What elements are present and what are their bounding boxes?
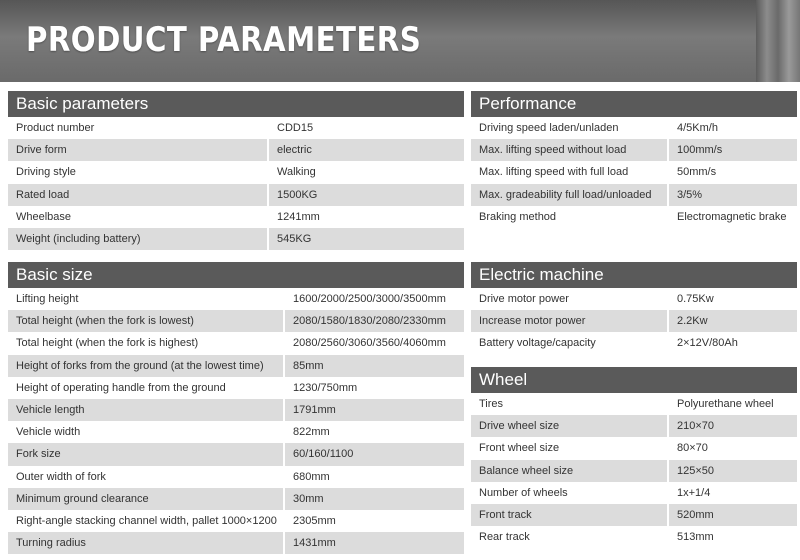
parameter-value: 680mm (285, 466, 464, 488)
parameter-value: 2080/2560/3060/3560/4060mm (285, 332, 464, 354)
table-row (8, 139, 464, 161)
parameter-name: Braking method (471, 206, 669, 228)
table-row (471, 184, 797, 206)
parameter-name: Total height (when the fork is highest) (8, 332, 285, 354)
table-row (8, 466, 464, 488)
parameter-name: Right-angle stacking channel width, pallet 1000×1200 (8, 510, 285, 532)
parameter-value: 85mm (285, 355, 464, 377)
parameter-value: 100mm/s (669, 139, 797, 161)
parameter-name: Outer width of fork (8, 466, 285, 488)
parameter-value: electric (269, 139, 464, 161)
parameter-name: Max. gradeability full load/unloaded (471, 184, 669, 206)
table-row (8, 532, 464, 554)
table-row (471, 482, 797, 504)
parameter-value: 50mm/s (669, 161, 797, 183)
parameter-value: 1500KG (269, 184, 464, 206)
parameter-value: 0.75Kw (669, 288, 797, 310)
parameter-name: Height of forks from the ground (at the lowest time) (8, 355, 285, 377)
table-row (8, 332, 464, 354)
banner-stripe (778, 0, 800, 82)
parameter-value: Walking (269, 161, 464, 183)
table-row (471, 415, 797, 437)
parameter-name: Rated load (8, 184, 269, 206)
table-row (8, 184, 464, 206)
table-row (471, 332, 797, 354)
parameter-name: Wheelbase (8, 206, 269, 228)
table-row (8, 161, 464, 183)
parameter-value: 1x+1/4 (669, 482, 797, 504)
table-row (471, 206, 797, 228)
parameter-value: 2.2Kw (669, 310, 797, 332)
performance-table (471, 91, 797, 228)
page-title: PRODUCT PARAMETERS (26, 20, 422, 60)
parameter-value: 3/5% (669, 184, 797, 206)
parameter-value: 60/160/1100 (285, 443, 464, 465)
parameter-value: 2080/1580/1830/2080/2330mm (285, 310, 464, 332)
parameter-name: Tires (471, 393, 669, 415)
table-row (471, 288, 797, 310)
table-row (471, 393, 797, 415)
parameter-name: Fork size (8, 443, 285, 465)
parameter-name: Total height (when the fork is lowest) (8, 310, 285, 332)
parameter-value: 1431mm (285, 532, 464, 554)
parameter-name: Balance wheel size (471, 460, 669, 482)
parameter-name: Weight (including battery) (8, 228, 269, 250)
electric-machine-table (471, 262, 797, 355)
parameter-name: Lifting height (8, 288, 285, 310)
table-row (471, 437, 797, 459)
parameter-value: CDD15 (269, 117, 464, 139)
basic-size-table (8, 262, 464, 554)
table-row (8, 377, 464, 399)
table-row (8, 228, 464, 250)
parameter-value: 2305mm (285, 510, 464, 532)
parameter-value: 1241mm (269, 206, 464, 228)
parameter-value: Polyurethane wheel (669, 393, 797, 415)
parameter-value: 513mm (669, 526, 797, 548)
parameter-value: 80×70 (669, 437, 797, 459)
parameter-value: 210×70 (669, 415, 797, 437)
table-row (8, 488, 464, 510)
table-row (471, 139, 797, 161)
header-banner (0, 0, 800, 82)
parameter-name: Max. lifting speed without load (471, 139, 669, 161)
section-title: Performance (471, 91, 797, 117)
parameter-value: 1600/2000/2500/3000/3500mm (285, 288, 464, 310)
table-row (8, 355, 464, 377)
parameter-name: Number of wheels (471, 482, 669, 504)
parameter-value: 4/5Km/h (669, 117, 797, 139)
parameter-value: 822mm (285, 421, 464, 443)
table-row (8, 206, 464, 228)
table-row (8, 510, 464, 532)
parameter-name: Height of operating handle from the ground (8, 377, 285, 399)
parameter-name: Rear track (471, 526, 669, 548)
parameter-value: 2×12V/80Ah (669, 332, 797, 354)
banner-stripe (756, 0, 778, 82)
section-title: Basic size (8, 262, 464, 288)
wheel-table (471, 367, 797, 548)
table-row (8, 310, 464, 332)
parameter-name: Driving speed laden/unladen (471, 117, 669, 139)
parameter-name: Vehicle width (8, 421, 285, 443)
parameter-value: 1791mm (285, 399, 464, 421)
table-row (8, 443, 464, 465)
parameter-value: Electromagnetic brake (669, 206, 797, 228)
parameter-value: 520mm (669, 504, 797, 526)
parameter-name: Front track (471, 504, 669, 526)
parameter-value: 30mm (285, 488, 464, 510)
parameter-value: 125×50 (669, 460, 797, 482)
parameter-name: Minimum ground clearance (8, 488, 285, 510)
parameter-name: Max. lifting speed with full load (471, 161, 669, 183)
table-row (8, 117, 464, 139)
parameter-value: 545KG (269, 228, 464, 250)
parameter-name: Driving style (8, 161, 269, 183)
table-row (8, 421, 464, 443)
section-title: Basic parameters (8, 91, 464, 117)
table-row (8, 399, 464, 421)
parameter-name: Product number (8, 117, 269, 139)
basic-parameters-table (8, 91, 464, 250)
table-row (471, 310, 797, 332)
parameter-name: Drive form (8, 139, 269, 161)
table-row (471, 526, 797, 548)
section-title: Electric machine (471, 262, 797, 288)
parameter-name: Turning radius (8, 532, 285, 554)
table-row (471, 504, 797, 526)
parameter-name: Front wheel size (471, 437, 669, 459)
table-row (471, 161, 797, 183)
parameter-name: Vehicle length (8, 399, 285, 421)
parameter-name: Drive motor power (471, 288, 669, 310)
parameter-name: Increase motor power (471, 310, 669, 332)
parameter-name: Drive wheel size (471, 415, 669, 437)
table-row (8, 288, 464, 310)
table-row (471, 460, 797, 482)
section-title: Wheel (471, 367, 797, 393)
parameter-value: 1230/750mm (285, 377, 464, 399)
parameter-name: Battery voltage/capacity (471, 332, 669, 354)
table-row (471, 117, 797, 139)
